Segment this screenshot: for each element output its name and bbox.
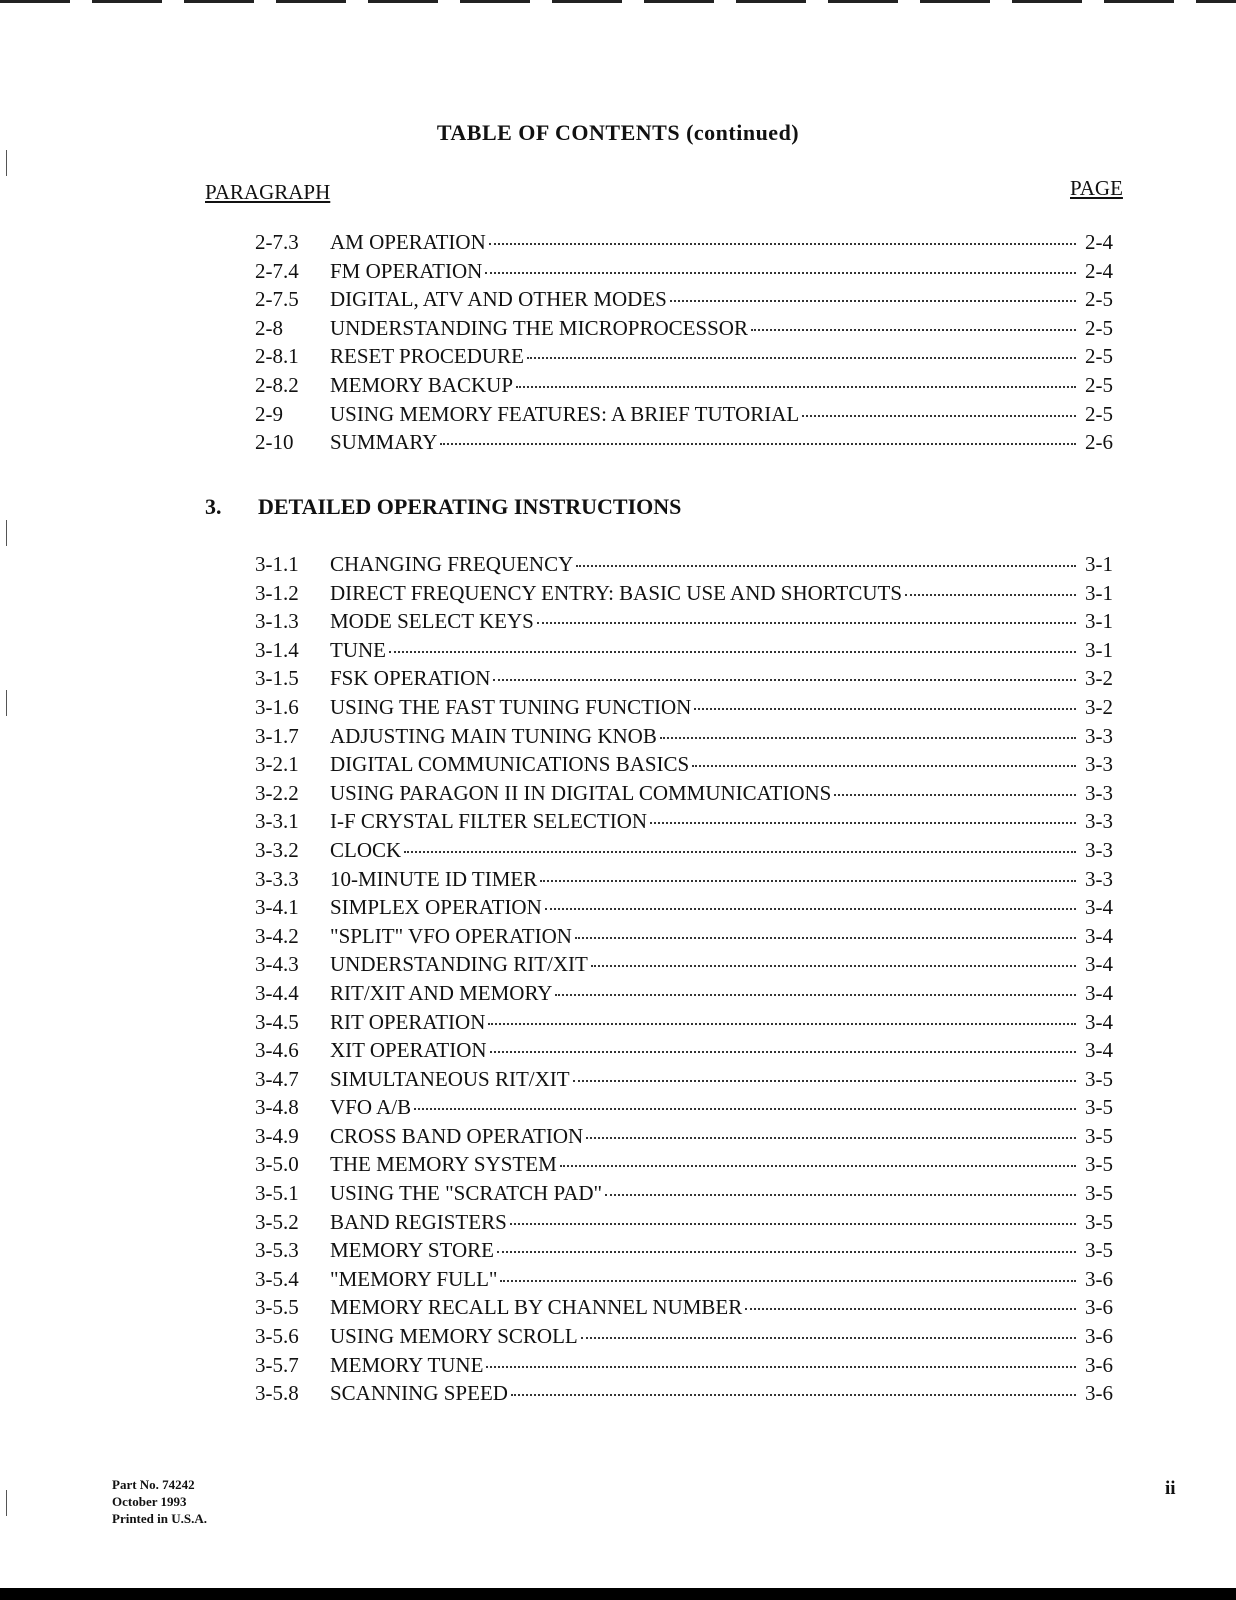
dot-leader xyxy=(493,679,1076,681)
dot-leader xyxy=(650,822,1076,824)
dot-leader xyxy=(540,880,1076,882)
entry-number: 3-4.9 xyxy=(255,1123,299,1148)
entry-page: 3-5 xyxy=(1085,1209,1113,1234)
toc-entry xyxy=(255,402,1113,431)
footer-info xyxy=(112,1476,207,1527)
entry-number: 3-1.1 xyxy=(255,552,299,576)
toc-entry xyxy=(255,695,1113,724)
dot-leader xyxy=(834,794,1076,796)
toc-entry xyxy=(255,638,1113,667)
entry-number: 3-5.4 xyxy=(255,1266,299,1291)
dot-leader xyxy=(605,1194,1076,1196)
dot-leader xyxy=(586,1137,1076,1139)
dot-leader xyxy=(485,272,1076,274)
dot-leader xyxy=(527,357,1076,359)
entry-title: USING THE "SCRATCH PAD" xyxy=(330,1181,603,1206)
toc-entry xyxy=(255,609,1113,638)
entry-page: 2-5 xyxy=(1085,315,1113,340)
entry-number: 3-5.6 xyxy=(255,1324,299,1349)
part-number: Part No. 74242 xyxy=(112,1477,195,1492)
entry-page: 3-4 xyxy=(1085,952,1113,977)
dot-leader xyxy=(802,415,1076,417)
entry-title: USING THE FAST TUNING FUNCTION xyxy=(330,694,692,719)
entry-number: 3-4.7 xyxy=(255,1066,299,1091)
dot-leader xyxy=(516,386,1076,388)
toc-entry xyxy=(255,259,1113,288)
dot-leader xyxy=(560,1165,1076,1167)
entry-title: ADJUSTING MAIN TUNING KNOB xyxy=(330,723,657,748)
dot-leader xyxy=(692,765,1076,767)
section-title: DETAILED OPERATING INSTRUCTIONS xyxy=(258,494,682,519)
dot-leader xyxy=(573,1080,1076,1082)
entry-page: 3-5 xyxy=(1085,1152,1113,1177)
entry-number: 3-1.3 xyxy=(255,609,299,634)
dot-leader xyxy=(576,565,1076,567)
entry-page: 3-1 xyxy=(1085,580,1113,605)
dot-leader xyxy=(414,1108,1076,1110)
entry-number: 3-3.2 xyxy=(255,837,299,862)
entry-number: 2-8 xyxy=(255,315,283,340)
toc-entry xyxy=(255,1095,1113,1124)
dot-leader xyxy=(670,300,1076,302)
entry-number: 3-1.6 xyxy=(255,694,299,719)
entry-number: 3-1.5 xyxy=(255,666,299,691)
entry-title: BAND REGISTERS xyxy=(330,1209,507,1234)
entry-title: DIRECT FREQUENCY ENTRY: BASIC USE AND SHORTCUTS xyxy=(330,580,903,605)
section-heading xyxy=(205,494,681,520)
scan-bottom-edge xyxy=(0,1588,1236,1600)
toc-entry xyxy=(255,666,1113,695)
entry-page: 3-6 xyxy=(1085,1381,1113,1406)
entry-title: RESET PROCEDURE xyxy=(330,344,524,369)
dot-leader xyxy=(660,737,1076,739)
entry-number: 3-5.0 xyxy=(255,1152,299,1177)
page-title: TABLE OF CONTENTS (continued) xyxy=(436,120,800,145)
toc-entry xyxy=(255,981,1113,1010)
paragraph-column-header: PARAGRAPH xyxy=(205,180,331,204)
toc-entry xyxy=(255,1010,1113,1039)
entry-number: 3-1.7 xyxy=(255,723,299,748)
entry-title: AM OPERATION xyxy=(330,230,486,254)
toc-group-section-2 xyxy=(255,230,1113,459)
entry-page: 3-5 xyxy=(1085,1066,1113,1091)
entry-number: 3-5.1 xyxy=(255,1181,299,1206)
entry-page: 3-6 xyxy=(1085,1266,1113,1291)
dot-leader xyxy=(581,1337,1076,1339)
toc-entry xyxy=(255,373,1113,402)
dot-leader xyxy=(510,1223,1076,1225)
entry-page: 3-2 xyxy=(1085,666,1113,691)
dot-leader xyxy=(440,443,1076,445)
entry-number: 3-5.8 xyxy=(255,1381,299,1406)
toc-entry xyxy=(255,316,1113,345)
entry-number: 3-3.1 xyxy=(255,809,299,834)
entry-title: "SPLIT" VFO OPERATION xyxy=(330,923,572,948)
entry-page: 3-5 xyxy=(1085,1238,1113,1263)
entry-number: 3-4.3 xyxy=(255,952,299,977)
toc-entry xyxy=(255,581,1113,610)
entry-page: 3-3 xyxy=(1085,780,1113,805)
entry-page: 3-6 xyxy=(1085,1352,1113,1377)
toc-group-section-3 xyxy=(255,552,1113,1410)
scan-margin-mark xyxy=(6,520,7,546)
entry-page: 3-6 xyxy=(1085,1324,1113,1349)
entry-page: 3-5 xyxy=(1085,1181,1113,1206)
entry-page: 3-4 xyxy=(1085,923,1113,948)
section-number: 3. xyxy=(205,494,222,519)
entry-title: MEMORY BACKUP xyxy=(330,372,514,397)
dot-leader xyxy=(404,851,1076,853)
toc-entry xyxy=(255,924,1113,953)
dot-leader xyxy=(905,594,1076,596)
dot-leader xyxy=(537,622,1076,624)
toc-entry xyxy=(255,1267,1113,1296)
dot-leader xyxy=(555,994,1076,996)
entry-title: CROSS BAND OPERATION xyxy=(330,1123,584,1148)
entry-number: 3-5.2 xyxy=(255,1209,299,1234)
toc-entry xyxy=(255,1353,1113,1382)
scan-margin-mark xyxy=(6,690,7,716)
entry-title: SUMMARY xyxy=(330,430,438,455)
dot-leader xyxy=(490,1051,1076,1053)
entry-number: 3-4.8 xyxy=(255,1095,299,1120)
entry-page: 3-3 xyxy=(1085,723,1113,748)
entry-title: TUNE xyxy=(330,637,386,662)
dot-leader xyxy=(575,937,1076,939)
entry-page: 3-3 xyxy=(1085,809,1113,834)
dot-leader xyxy=(694,708,1076,710)
entry-number: 3-4.6 xyxy=(255,1038,299,1063)
entry-title: CHANGING FREQUENCY xyxy=(330,552,574,576)
entry-title: FSK OPERATION xyxy=(330,666,491,691)
entry-number: 3-4.1 xyxy=(255,895,299,920)
scan-margin-mark xyxy=(6,1490,7,1516)
toc-entry xyxy=(255,752,1113,781)
dot-leader xyxy=(389,651,1076,653)
entry-page: 3-3 xyxy=(1085,866,1113,891)
page-number: ii xyxy=(1165,1478,1176,1499)
entry-title: THE MEMORY SYSTEM xyxy=(330,1152,557,1177)
entry-title: CLOCK xyxy=(330,837,402,862)
toc-entry xyxy=(255,1210,1113,1239)
toc-entry xyxy=(255,952,1113,981)
toc-entry xyxy=(255,1152,1113,1181)
entry-page: 3-1 xyxy=(1085,637,1113,662)
printed-location: Printed in U.S.A. xyxy=(112,1511,207,1526)
entry-page: 2-5 xyxy=(1085,287,1113,312)
toc-entry xyxy=(255,287,1113,316)
dot-leader xyxy=(511,1394,1076,1396)
toc-entry xyxy=(255,1181,1113,1210)
entry-page: 3-1 xyxy=(1085,552,1113,576)
entry-title: VFO A/B xyxy=(330,1095,412,1120)
entry-page: 3-3 xyxy=(1085,752,1113,777)
entry-title: UNDERSTANDING THE MICROPROCESSOR xyxy=(330,315,748,340)
entry-page: 3-4 xyxy=(1085,1009,1113,1034)
entry-number: 2-7.5 xyxy=(255,287,299,312)
entry-number: 3-5.7 xyxy=(255,1352,299,1377)
entry-title: SIMPLEX OPERATION xyxy=(330,895,542,920)
entry-page: 3-4 xyxy=(1085,1038,1113,1063)
toc-entry xyxy=(255,724,1113,753)
entry-number: 2-8.2 xyxy=(255,372,299,397)
entry-title: DIGITAL COMMUNICATIONS BASICS xyxy=(330,752,690,777)
entry-title: 10-MINUTE ID TIMER xyxy=(330,866,538,891)
entry-page: 3-1 xyxy=(1085,609,1113,634)
dot-leader xyxy=(497,1251,1076,1253)
toc-entry xyxy=(255,867,1113,896)
entry-number: 3-4.2 xyxy=(255,923,299,948)
entry-title: I-F CRYSTAL FILTER SELECTION xyxy=(330,809,648,834)
toc-entry xyxy=(255,809,1113,838)
dot-leader xyxy=(745,1308,1076,1310)
scan-top-edge xyxy=(0,0,1236,3)
dot-leader xyxy=(751,329,1076,331)
entry-title: DIGITAL, ATV AND OTHER MODES xyxy=(330,287,667,312)
entry-number: 3-4.4 xyxy=(255,980,299,1005)
entry-number: 2-7.3 xyxy=(255,230,299,254)
entry-title: USING MEMORY SCROLL xyxy=(330,1324,578,1349)
entry-page: 2-4 xyxy=(1085,258,1113,283)
toc-entry xyxy=(255,1324,1113,1353)
dot-leader xyxy=(591,965,1076,967)
entry-number: 3-4.5 xyxy=(255,1009,299,1034)
entry-number: 3-2.1 xyxy=(255,752,299,777)
toc-entry xyxy=(255,781,1113,810)
entry-title: UNDERSTANDING RIT/XIT xyxy=(330,952,588,977)
dot-leader xyxy=(500,1280,1076,1282)
toc-entry xyxy=(255,552,1113,581)
scan-margin-mark xyxy=(6,150,7,176)
entry-number: 2-8.1 xyxy=(255,344,299,369)
toc-entry xyxy=(255,1295,1113,1324)
entry-page: 3-6 xyxy=(1085,1295,1113,1320)
toc-entry xyxy=(255,1238,1113,1267)
entry-title: SIMULTANEOUS RIT/XIT xyxy=(330,1066,570,1091)
entry-number: 3-1.4 xyxy=(255,637,299,662)
entry-number: 2-10 xyxy=(255,430,294,455)
entry-title: XIT OPERATION xyxy=(330,1038,487,1063)
entry-page: 2-5 xyxy=(1085,401,1113,426)
toc-entry xyxy=(255,230,1113,259)
toc-entry xyxy=(255,1038,1113,1067)
entry-title: USING MEMORY FEATURES: A BRIEF TUTORIAL xyxy=(330,401,800,426)
entry-page: 3-4 xyxy=(1085,980,1113,1005)
entry-title: FM OPERATION xyxy=(330,258,483,283)
entry-page: 2-4 xyxy=(1085,230,1113,254)
entry-title: MODE SELECT KEYS xyxy=(330,609,534,634)
dot-leader xyxy=(486,1366,1076,1368)
entry-number: 3-1.2 xyxy=(255,580,299,605)
entry-number: 3-3.3 xyxy=(255,866,299,891)
toc-entry xyxy=(255,838,1113,867)
entry-title: MEMORY RECALL BY CHANNEL NUMBER xyxy=(330,1295,743,1320)
entry-page: 3-4 xyxy=(1085,895,1113,920)
print-date: October 1993 xyxy=(112,1494,187,1509)
entry-title: SCANNING SPEED xyxy=(330,1381,508,1406)
entry-title: USING PARAGON II IN DIGITAL COMMUNICATIONS xyxy=(330,780,832,805)
toc-entry xyxy=(255,895,1113,924)
toc-entry xyxy=(255,1381,1113,1410)
dot-leader xyxy=(488,1023,1076,1025)
entry-page: 3-5 xyxy=(1085,1123,1113,1148)
entry-number: 3-2.2 xyxy=(255,780,299,805)
toc-entry xyxy=(255,430,1113,459)
entry-title: "MEMORY FULL" xyxy=(330,1266,498,1291)
toc-entry xyxy=(255,1124,1113,1153)
entry-number: 2-7.4 xyxy=(255,258,299,283)
entry-title: RIT/XIT AND MEMORY xyxy=(330,980,553,1005)
entry-number: 3-5.5 xyxy=(255,1295,299,1320)
entry-title: MEMORY TUNE xyxy=(330,1352,484,1377)
entry-title: RIT OPERATION xyxy=(330,1009,486,1034)
entry-page: 2-5 xyxy=(1085,372,1113,397)
entry-page: 3-3 xyxy=(1085,837,1113,862)
entry-title: MEMORY STORE xyxy=(330,1238,494,1263)
entry-page: 2-6 xyxy=(1085,430,1113,455)
toc-entry xyxy=(255,1067,1113,1096)
dot-leader xyxy=(489,243,1076,245)
entry-page: 3-5 xyxy=(1085,1095,1113,1120)
page-column-header: PAGE xyxy=(1070,176,1123,200)
toc-entry xyxy=(255,344,1113,373)
entry-number: 3-5.3 xyxy=(255,1238,299,1263)
entry-number: 2-9 xyxy=(255,401,283,426)
dot-leader xyxy=(545,908,1076,910)
entry-page: 3-2 xyxy=(1085,694,1113,719)
entry-page: 2-5 xyxy=(1085,344,1113,369)
